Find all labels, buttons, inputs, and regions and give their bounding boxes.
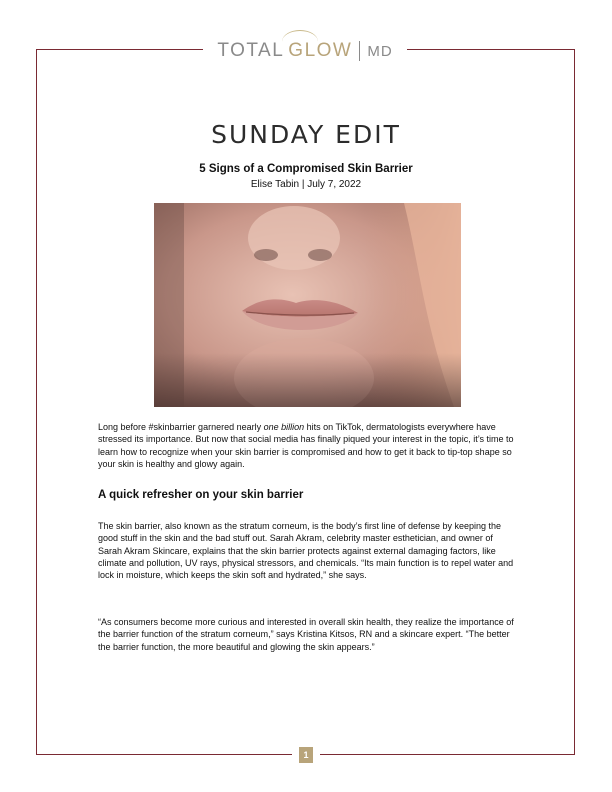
logo-separator [359, 41, 360, 61]
logo-suffix: MD [367, 42, 393, 60]
intro-paragraph [98, 421, 518, 470]
logo-word-glow [288, 40, 352, 62]
intro-emphasis: one billion [263, 422, 305, 432]
logo-arc-icon [282, 30, 318, 53]
article-headline: 5 Signs of a Compromised Skin Barrier [199, 163, 413, 175]
article-byline: Elise Tabin | July 7, 2022 [250, 179, 362, 190]
brand-logo [203, 34, 407, 68]
body-paragraph-2: The skin barrier, also known as the stratum corneum, is the body’s first line of defense by keeping the good stuff in the skin and the bad stuff out. Sarah Akram, celebrity master esthetician, and owner of Sarah Akram Skincare, explains that the skin barrier protects against external damaging factors, like climate and pollution, UV rays, physical stressors, and chemicals. “Its main function is to repel water and lock in moisture, which keeps the skin soft and hydrated,” she says. [98, 521, 514, 581]
article-photo [154, 203, 461, 407]
body-paragraph-3: “As consumers become more curious and interested in overall skin health, they realize the importance of the barrier function of the stratum corneum,” says Kristina Kitsos, RN and a skincare expert. “The better the barrier function, the more beautiful and glowing the skin appears.” [98, 617, 514, 652]
face-closeup-image [154, 203, 461, 407]
page-number: 1 [299, 747, 313, 763]
section-title: SUNDAY EDIT [211, 120, 401, 149]
logo-word-glow-text: GLOW [288, 40, 353, 61]
logo-word-total: TOTAL [217, 40, 285, 61]
intro-text-after: hits on TikTok, dermatologists everywhere have stressed its importance. But now that social media has finally piqued your interest in the topic, it’s time to learn how to recognize when your skin barrier is compromised and how to get it back to tip-top shape so your skin is healthy and glowy again. [98, 422, 514, 469]
intro-text-before: Long before #skinbarrier garnered nearly [98, 422, 264, 432]
section-subheading: A quick refresher on your skin barrier [98, 489, 304, 501]
